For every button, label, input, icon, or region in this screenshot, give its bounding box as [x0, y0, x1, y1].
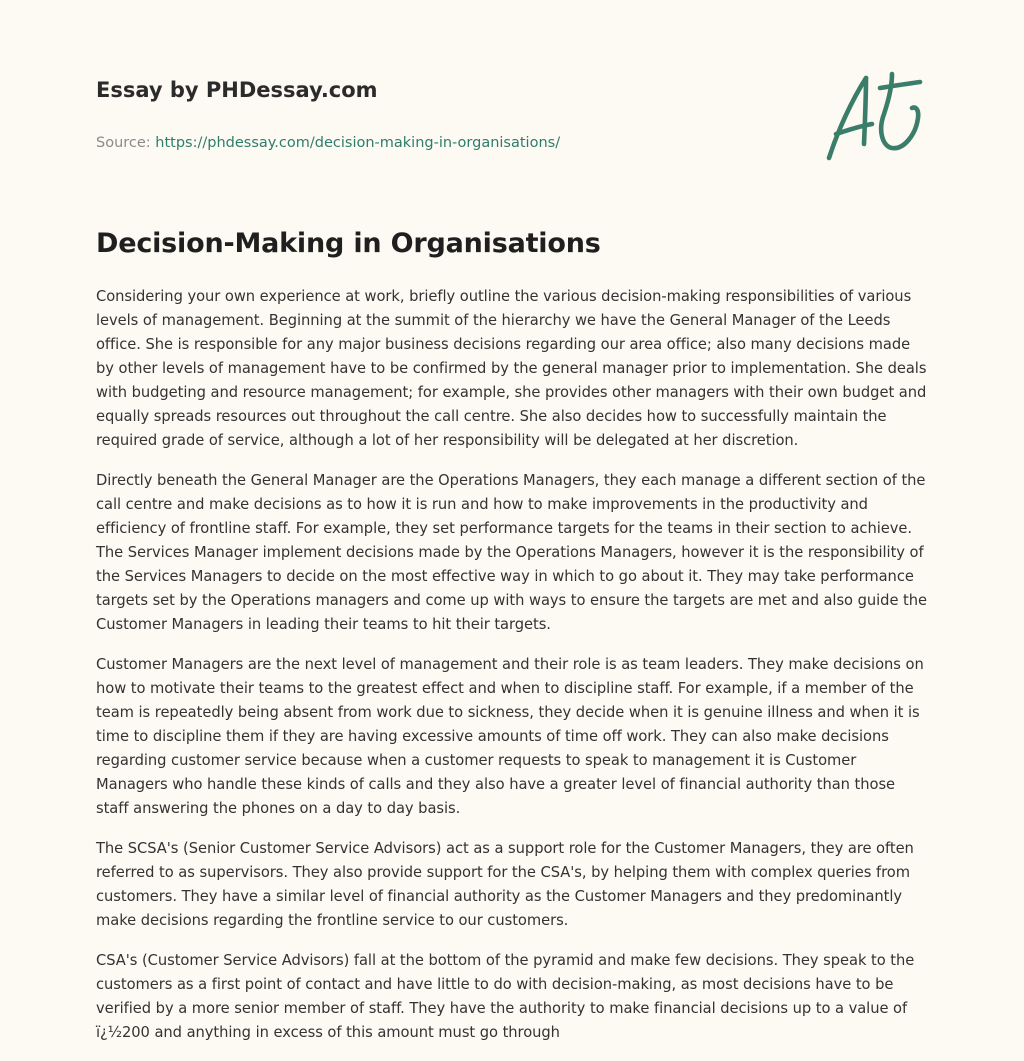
a-plus-grade-logo-icon — [822, 68, 928, 164]
source-line — [96, 133, 796, 153]
essay-paragraph: Directly beneath the General Manager are the Operations Managers, they each manage a different section of the call centre and make decisions as to how it is run and how to make improvements in the productivity and efficiency of frontline staff. For example, they set performance targets for the teams in their section to achieve. The Services Manager implement decisions made by the Operations Managers, however it is the responsibility of the Services Managers to decide on the most effective way in which to go about it. They may take performance targets set by the Operations managers and come up with ways to ensure the targets are met and also guide the Customer Managers in leading their teams to hit their targets. — [96, 472, 927, 633]
essay-title: Decision-Making in Organisations — [96, 228, 601, 259]
essay-paragraph: Customer Managers are the next level of management and their role is as team leaders. They make decisions on how to motivate their teams to the greatest effect and when to discipline staff. For example, if a member of the team is repeatedly being absent from work due to sickness, they decide when it is genuine illness and when it is time to discipline them if they are having excessive amounts of time off work. They can also make decisions regarding customer service because when a customer requests to speak to management it is Customer Managers who handle these kinds of calls and they also have a greater level of financial authority than those staff answering the phones on a day to day basis. — [96, 656, 924, 817]
essay-paragraph: Considering your own experience at work, briefly outline the various decision-making responsibilities of various levels of management. Beginning at the summit of the hierarchy we have the General Manager of the Leeds office. She is responsible for any major business decisions regarding our area office; also many decisions made by other levels of management have to be confirmed by the general manager prior to implementation. She deals with budgeting and resource management; for example, she provides other managers with their own budget and equally spreads resources out throughout the call centre. She also decides how to successfully maintain the required grade of service, although a lot of her responsibility will be delegated at her discretion. — [96, 288, 927, 449]
site-title: Essay by PHDessay.com — [96, 78, 378, 102]
essay-header — [96, 76, 796, 153]
essay-paragraph: The SCSA's (Senior Customer Service Advisors) act as a support role for the Customer Managers, they are often referred to as supervisors. They also provide support for the CSA's, by helping them with complex queries from customers. They have a similar level of financial authority as the Customer Managers and they predominantly make decisions regarding the frontline service to our customers. — [96, 840, 914, 929]
source-label: Source: — [96, 135, 156, 151]
essay-body — [96, 285, 932, 1061]
source-link[interactable]: https://phdessay.com/decision-making-in-organisations/ — [155, 135, 561, 151]
essay-paragraph: CSA's (Customer Service Advisors) fall at the bottom of the pyramid and make few decisions. They speak to the customers as a first point of contact and have little to do with decision-making, as most decisions have to be verified by a more senior member of staff. They have the authority to make financial decisions up to a value of ï¿½200 and anything in excess of this amount must go through — [96, 952, 915, 1041]
